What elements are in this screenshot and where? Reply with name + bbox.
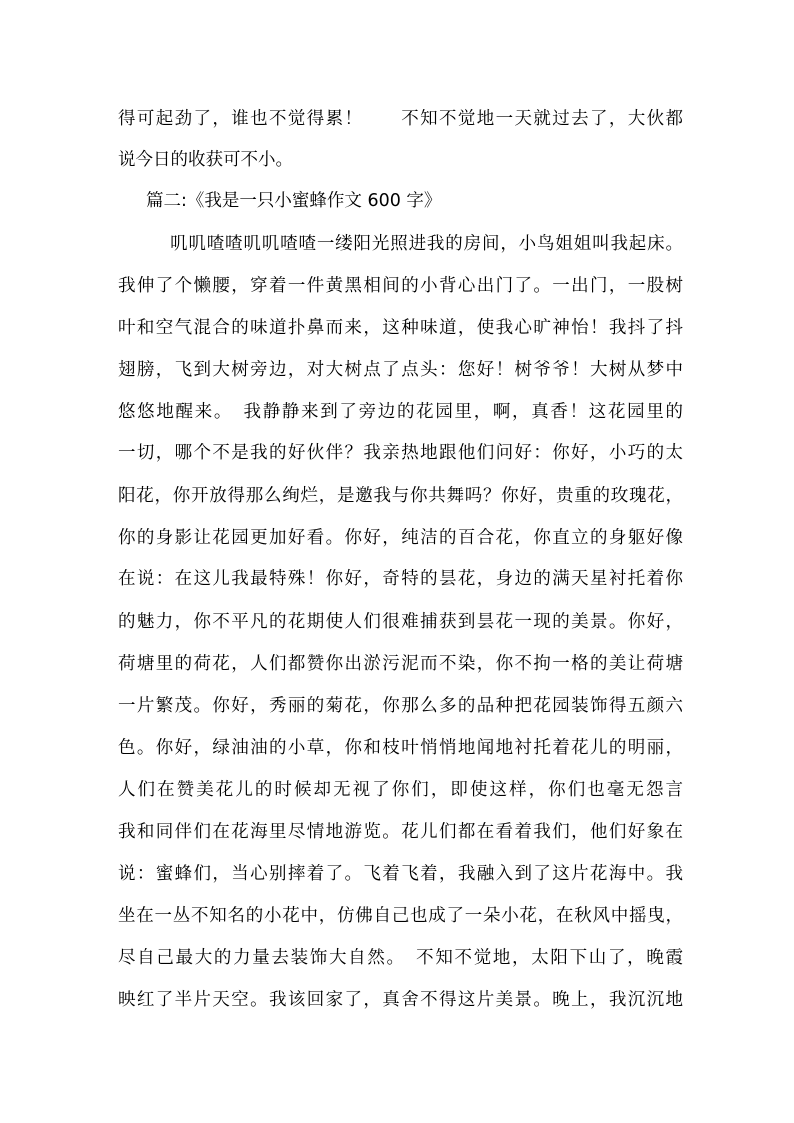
text-line: 一片繁茂。你好，秀丽的菊花，你那么多的品种把花园装饰得五颜六 [118, 696, 683, 716]
text-line: 一切，哪个不是我的好伙伴？我亲热地跟他们问好：你好，小巧的太 [118, 443, 683, 463]
text-line: 得可起劲了，谁也不觉得累！ 不知不觉地一天就过去了，大伙都 [118, 109, 683, 129]
text-line: 荷塘里的荷花，人们都赞你出淤污泥而不染，你不拘一格的美让荷塘 [118, 654, 683, 674]
text-line: 在说：在这儿我最特殊！你好，奇特的昙花，身边的满天星衬托着你 [118, 569, 683, 589]
text-line: 悠悠地醒来。 我静静来到了旁边的花园里，啊，真香！这花园里的 [118, 402, 683, 422]
text-line: 尽自己最大的力量去装饰大自然。 不知不觉地，太阳下山了，晚霞 [118, 948, 683, 968]
text-line: 叶和空气混合的味道扑鼻而来，这种味道，使我心旷神怡！我抖了抖 [118, 318, 683, 338]
text-line: 映红了半片天空。我该回家了，真舍不得这片美景。晚上，我沉沉地 [118, 990, 683, 1010]
text-line: 你的身影让花园更加好看。你好，纯洁的百合花，你直立的身躯好像 [118, 528, 683, 548]
text-line: 说：蜜蜂们，当心别摔着了。飞着飞着，我融入到了这片花海中。我 [118, 864, 683, 884]
text-line: 色。你好，绿油油的小草，你和枝叶悄悄地闻地衬托着花儿的明丽， [118, 738, 683, 758]
text-line: 我和同伴们在花海里尽情地游览。花儿们都在看着我们，他们好象在 [118, 822, 683, 842]
text-line: 的魅力，你不平凡的花期使人们很难捕获到昙花一现的美景。你好， [118, 612, 683, 632]
text-line: 阳花，你开放得那么绚烂，是邀我与你共舞吗？你好，贵重的玫瑰花， [118, 486, 683, 506]
text-line: 叽叽喳喳叽叽喳喳一缕阳光照进我的房间，小鸟姐姐叫我起床。 [170, 234, 683, 254]
text-line: 人们在赞美花儿的时候却无视了你们，即使这样，你们也毫无怨言 [118, 780, 683, 800]
text-line: 翅膀，飞到大树旁边，对大树点了点头：您好！树爷爷！大树从梦中 [118, 360, 683, 380]
text-line: 我伸了个懒腰，穿着一件黄黑相间的小背心出门了。一出门，一股树 [118, 276, 683, 296]
text-line: 说今日的收获可不小。 [118, 150, 293, 170]
text-line: 坐在一丛不知名的小花中，仿佛自己也成了一朵小花，在秋风中摇曳， [118, 906, 683, 926]
section-heading: 篇二:《我是一只小蜜蜂作文 600 字》 [146, 191, 442, 211]
